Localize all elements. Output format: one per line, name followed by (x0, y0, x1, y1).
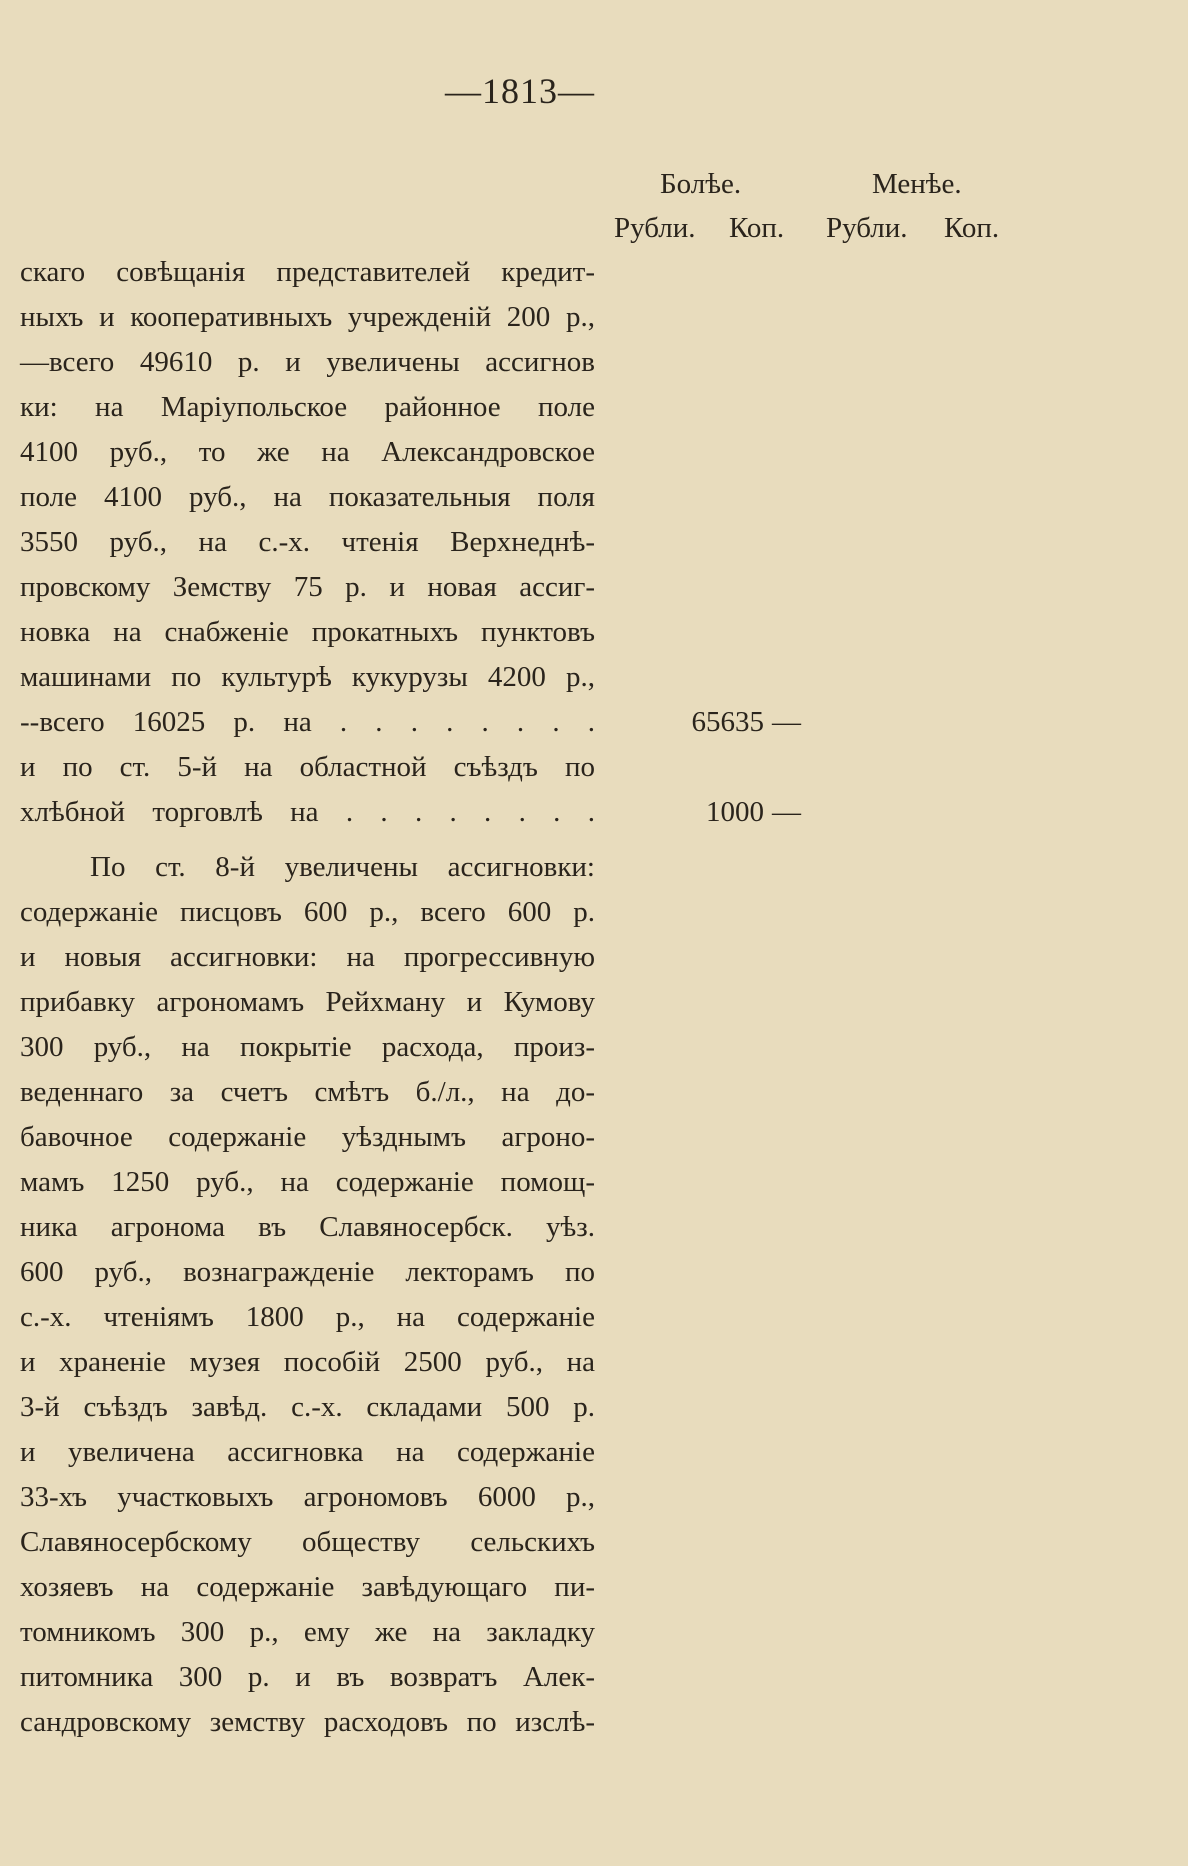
column-header-bolee: Болѣе. (660, 168, 742, 200)
text-line: хлѣбной торговлѣ на . . . . . . . . (20, 796, 595, 828)
column-header-menee: Менѣе. (872, 168, 962, 200)
text-line: и новыя ассигновки: на прогрессивную (20, 941, 595, 973)
text-line: содержаніе писцовъ 600 р., всего 600 р. (20, 896, 595, 928)
column-header-kop-bolee: Коп. (729, 212, 785, 244)
text-line: мамъ 1250 руб., на содержаніе помощ- (20, 1166, 595, 1198)
text-line: провскому Земству 75 р. и новая ассиг- (20, 571, 595, 603)
text-line: ки: на Маріупольское районное поле (20, 391, 595, 423)
text-line: ныхъ и кооперативныхъ учрежденій 200 р., (20, 301, 595, 333)
text-line-paragraph-start: По ст. 8-й увеличены ассигновки: (90, 851, 595, 883)
column-header-rubli-menee: Рубли. (826, 212, 908, 244)
text-line: 3-й съѣздъ завѣд. с.-х. складами 500 р. (20, 1391, 595, 1423)
column-header-rubli-bolee: Рубли. (614, 212, 696, 244)
text-line: 33-хъ участковыхъ агрономовъ 6000 р., (20, 1481, 595, 1513)
text-line: новка на снабженіе прокатныхъ пунктовъ (20, 616, 595, 648)
text-line: с.-х. чтеніямъ 1800 р., на содержаніе (20, 1301, 595, 1333)
amount-rubli: 1000 (706, 796, 764, 828)
text-line: --всего 16025 р. на . . . . . . . . (20, 706, 595, 738)
text-line: бавочное содержаніе уѣзднымъ агроно- (20, 1121, 595, 1153)
text-line: машинами по культурѣ кукурузы 4200 р., (20, 661, 595, 693)
amount-kop: — (772, 796, 801, 828)
text-line: и увеличена ассигновка на содержаніе (20, 1436, 595, 1468)
text-line: и храненіе музея пособій 2500 руб., на (20, 1346, 595, 1378)
text-line: 3550 руб., на с.-х. чтенія Верхнеднѣ- (20, 526, 595, 558)
text-line: 600 руб., вознагражденіе лекторамъ по (20, 1256, 595, 1288)
text-line: —всего 49610 р. и увеличены ассигнов (20, 346, 595, 378)
text-line: томникомъ 300 р., ему же на закладку (20, 1616, 595, 1648)
text-line: и по ст. 5-й на областной съѣздъ по (20, 751, 595, 783)
page-number: —1813— (445, 71, 595, 111)
text-line: 300 руб., на покрытіе расхода, произ- (20, 1031, 595, 1063)
text-line: поле 4100 руб., на показательныя поля (20, 481, 595, 513)
text-line: Славяносербскому обществу сельскихъ (20, 1526, 595, 1558)
text-line: сандровскому земству расходовъ по изслѣ- (20, 1706, 595, 1738)
amount-rubli: 65635 (691, 706, 764, 738)
text-line: 4100 руб., то же на Александровское (20, 436, 595, 468)
text-line: прибавку агрономамъ Рейхману и Кумову (20, 986, 595, 1018)
text-line: скаго совѣщанія представителей кредит- (20, 256, 595, 288)
text-line: хозяевъ на содержаніе завѣдующаго пи- (20, 1571, 595, 1603)
column-header-kop-menee: Коп. (944, 212, 1000, 244)
text-line: ника агронома въ Славяносербск. уѣз. (20, 1211, 595, 1243)
text-line: веденнаго за счетъ смѣтъ б./л., на до- (20, 1076, 595, 1108)
text-line: питомника 300 р. и въ возвратъ Алек- (20, 1661, 595, 1693)
amount-kop: — (772, 706, 801, 738)
